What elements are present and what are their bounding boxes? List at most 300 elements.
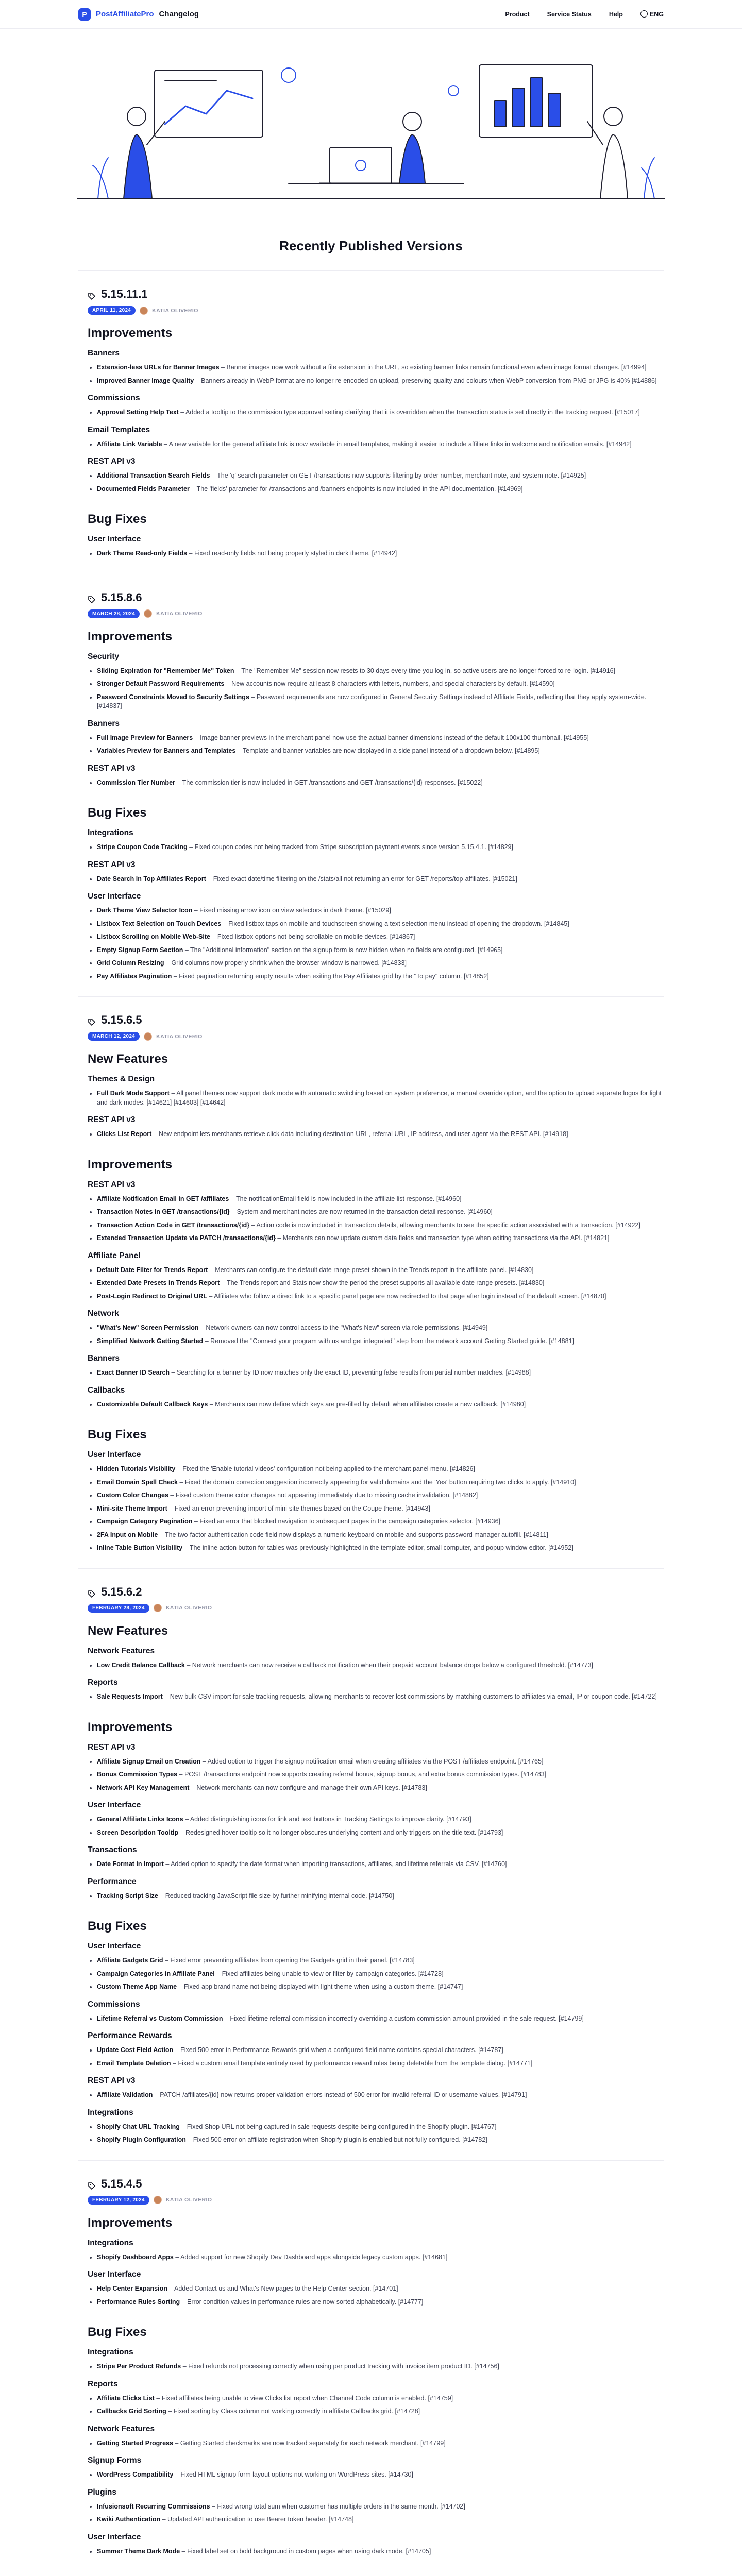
release-version-text: 5.15.4.5 [101,2177,142,2190]
nav-language[interactable] [640,10,664,18]
change-description: – New bulk CSV import for sale tracking requests, allowing merchants to recover lost commissions by matching customers to affiliates via email, IP or coupon code. [#14722] [162,1693,657,1700]
group-title: Affiliate Panel [88,1251,141,1260]
list-item [88,1860,664,1869]
author-name: KATIA OLIVERIO [156,1033,203,1040]
change-title: Email Domain Spell Check [97,1478,178,1486]
change-title: Getting Started Progress [97,2439,173,2447]
change-description: – Fixed label set on bold background in custom pages when using dark mode. [#14705] [180,2547,431,2555]
release-version-text: 5.15.8.6 [101,590,142,604]
group-title: REST API v3 [88,860,136,869]
list-item [88,959,664,968]
tag-icon [88,1588,96,1596]
list-item [88,2253,664,2262]
change-description: – Fixed refunds not processing correctly when using per product tracking with invoice item product ID. [#14756] [181,2363,499,2370]
section-spacer [88,2311,664,2322]
change-description: – Fixed an error preventing import of mini-site themes based on the Coupe theme. [#14943] [167,1504,430,1512]
group-title: User Interface [88,1450,141,1459]
change-description: – Fixed read-only fields not being properly styled in dark theme. [#14942] [187,550,397,557]
change-title: Pay Affiliates Pagination [97,972,172,980]
change-description: – The two-factor authentication code field now displays a numeric keyboard on mobile and supports password manager autofill. [#14811] [158,1531,548,1538]
avatar [154,1604,162,1612]
tag-icon [88,1016,96,1024]
release-version[interactable] [88,1585,664,1599]
change-list [88,2547,664,2556]
list-item [88,485,664,494]
section-title: New Features [88,1623,168,1638]
change-description: – Fixed pagination returning empty results when exiting the Pay Affiliates grid by the "To pay" column. [#14852] [172,972,489,980]
group-title: Integrations [88,2108,133,2117]
change-title: Sale Requests Import [97,1693,163,1700]
section-title: Bug Fixes [88,2325,147,2339]
list-item [88,693,664,711]
list-item [88,1531,664,1540]
change-list [88,1465,664,1553]
change-description: – Fixed app brand name not being displayed with light theme when using a custom theme. [#14747] [177,1983,463,1990]
release-entry [78,996,664,1568]
brand-subtitle: Changelog [159,10,199,19]
group-title: User Interface [88,2532,141,2541]
list-item [88,1757,664,1767]
change-title: Update Cost Field Action [97,2046,174,2054]
group-title: Integrations [88,2238,133,2247]
change-description: – The 'fields' parameter for /transactions and /banners endpoints is now included in the API documentation. [#14969] [189,485,523,493]
list-item [88,778,664,788]
group-title: Plugins [88,2487,116,2497]
group-title: Commissions [88,1999,140,2009]
change-list [88,778,664,788]
change-title: Customizable Default Callback Keys [97,1400,208,1408]
list-item [88,1784,664,1793]
change-title: Affiliate Link Variable [97,440,162,448]
change-description: – Getting Started checkmarks are now tracked separately for each network merchant. [#14799] [173,2439,446,2447]
list-item [88,1368,664,1378]
change-description: – Image banner previews in the merchant panel now use the actual banner dimensions instead of the default 100x100 thumbnail. [#14955] [193,734,589,741]
group-title: Signup Forms [88,2456,142,2465]
change-title: Sliding Expiration for "Remember Me" Token [97,667,234,674]
group-title: User Interface [88,1942,141,1951]
releases-list [78,270,664,2571]
section-title: Bug Fixes [88,512,147,526]
change-list [88,440,664,449]
list-item [88,1491,664,1500]
nav-product[interactable]: Product [505,10,530,18]
change-description: – Fixed error preventing affiliates from opening the Gadgets grid in their panel. [#14783] [163,1957,415,1964]
group-title: REST API v3 [88,1180,136,1189]
change-title: Extended Date Presets in Trends Report [97,1279,220,1286]
top-navigation-bar [0,0,742,29]
list-item [88,2502,664,2512]
change-title: Extended Transaction Update via PATCH /transactions/{id} [97,1234,276,1242]
change-list [88,2091,664,2100]
change-title: Improved Banner Image Quality [97,377,194,384]
change-title: Shopify Plugin Configuration [97,2136,186,2143]
release-date-badge: MARCH 28, 2024 [88,609,140,618]
list-item [88,408,664,417]
list-item [88,2091,664,2100]
change-title: Custom Theme App Name [97,1983,177,1990]
group-title: Themes & Design [88,1075,155,1083]
list-item [88,1130,664,1139]
section-title: Improvements [88,1720,173,1734]
list-item [88,2362,664,2371]
list-item [88,946,664,955]
change-title: Transaction Action Code in GET /transactions/{id} [97,1221,250,1229]
list-item [88,1828,664,1838]
release-version[interactable] [88,1013,664,1027]
group-title: Network Features [88,1646,155,1655]
author-name: KATIA OLIVERIO [165,1605,212,1611]
list-item [88,1692,664,1702]
release-date-badge: APRIL 11, 2024 [88,306,136,315]
group-title: Reports [88,2379,118,2388]
change-title: Date Search in Top Affiliates Report [97,875,206,883]
change-description: – The commission tier is now included in GET /transactions and GET /transactions/{id} responses. [#15022] [175,778,483,786]
change-list [88,408,664,417]
change-title: Extension-less URLs for Banner Images [97,364,220,371]
release-version-text: 5.15.6.2 [101,1585,142,1598]
change-list [88,875,664,884]
change-description: – PATCH /affiliates/{id} now returns proper validation errors instead of 500 error for invalid referral ID or username values. [#14791] [153,2091,527,2098]
list-item [88,1195,664,1204]
author-name: KATIA OLIVERIO [156,611,203,617]
group-title: Banners [88,719,120,728]
change-description: – Fixed affiliates being unable to view or filter by campaign categories. [#14728] [214,1970,444,1977]
list-item [88,972,664,981]
group-title: REST API v3 [88,764,136,773]
list-item [88,377,664,386]
change-description: – POST /transactions endpoint now supports creating referral bonus, signup bonus, and extra bonus commission types. [#14783] [177,1771,547,1778]
change-list [88,1368,664,1378]
group-title: REST API v3 [88,457,136,466]
change-description: – Searching for a banner by ID now matches only the exact ID, preventing false results from partial number matches. [#14988] [170,1369,531,1376]
change-description: – The 'q' search parameter on GET /transactions now supports filtering by order number, merchant note, and system note. [#14925] [210,472,586,479]
change-list [88,1892,664,1901]
section-spacer [88,1413,664,1425]
change-title: Infusionsoft Recurring Commissions [97,2502,210,2510]
main-nav [505,10,664,18]
group-title: Banners [88,1354,120,1363]
release-meta [88,1604,664,1613]
list-item [88,1815,664,1824]
list-item [88,1892,664,1901]
change-title: Exact Banner ID Search [97,1369,170,1376]
change-list [88,2362,664,2371]
change-title: Shopify Chat URL Tracking [97,2123,180,2130]
group-title: Callbacks [88,1385,125,1395]
group-title: Performance [88,1877,137,1886]
change-list [88,2284,664,2307]
release-entry [78,574,664,997]
change-list [88,2046,664,2068]
release-version[interactable] [88,591,664,604]
author-name: KATIA OLIVERIO [165,2197,212,2203]
change-title: Variables Preview for Banners and Templates [97,747,236,754]
change-title: "What's New" Screen Permission [97,1324,199,1331]
change-description: – Template and banner variables are now displayed in a side panel instead of a dropdown below. [#14895] [235,747,540,754]
change-title: Additional Transaction Search Fields [97,472,210,479]
nav-help[interactable]: Help [609,10,623,18]
release-date-badge: MARCH 12, 2024 [88,1032,140,1041]
change-title: Post-Login Redirect to Original URL [97,1292,207,1300]
change-description: – Network owners can now control access to the "What's New" screen via role permissions. [#14949] [198,1324,488,1331]
change-description: – The "Remember Me" session now resets to 30 days every time you log in, so active users are no longer forced to re-login. [#14916] [234,667,616,674]
change-list [88,2470,664,2480]
list-item [88,1770,664,1780]
section-title: Improvements [88,629,173,643]
tag-icon [88,2180,96,2188]
list-item [88,2394,664,2403]
change-title: Documented Fields Parameter [97,485,190,493]
release-meta [88,1032,664,1041]
change-description: – Added support for new Shopify Dev Dashboard apps alongside legacy custom apps. [#14681] [173,2253,448,2261]
group-title: Reports [88,1678,118,1687]
change-description: – The "Additional information" section on the signup form is now hidden when no fields are configured. [#14965] [183,946,503,954]
group-title: Email Templates [88,425,150,434]
group-title: Performance Rewards [88,2031,172,2040]
author-name: KATIA OLIVERIO [152,307,198,314]
change-title: 2FA Input on Mobile [97,1531,158,1538]
tag-icon [88,290,96,298]
change-description: – Grid columns now properly shrink when the browser window is narrowed. [#14833] [164,959,407,967]
change-title: Hidden Tutorials Visibility [97,1465,176,1472]
list-item [88,1221,664,1230]
change-description: – Redesigned hover tooltip so it no longer obscures underlying content and only triggers on the title text. [#14793] [178,1828,503,1836]
section-spacer [88,1706,664,1717]
change-list [88,1956,664,1992]
change-list [88,1661,664,1670]
release-date-badge: FEBRUARY 28, 2024 [88,1604,149,1613]
change-title: General Affiliate Links Icons [97,1816,183,1823]
section-title: Bug Fixes [88,1428,147,1442]
change-description: – Fixed missing arrow icon on view selectors in dark theme. [#15029] [192,907,391,914]
change-title: Clicks List Report [97,1130,152,1138]
nav-service-status[interactable]: Service Status [547,10,592,18]
group-title: Banners [88,349,120,358]
list-item [88,471,664,481]
change-list [88,363,664,385]
change-description: – Action code is now included in transaction details, allowing merchants to see the specific action associated with a transaction. [#14922] [249,1221,640,1229]
change-title: Empty Signup Form Section [97,946,183,954]
change-description: – Banner images now work without a file extension in the URL, so existing banner links remain functional even when image format changes. [#14994] [219,364,647,371]
list-item [88,1504,664,1514]
change-description: – Added a tooltip to the commission type approval setting clarifying that it is overridden when the transaction status is set directly in the tracking request. [#15017] [178,409,640,416]
change-title: Screen Description Tooltip [97,1828,179,1836]
change-title: Stripe Coupon Code Tracking [97,843,188,851]
change-title: Campaign Categories in Affiliate Panel [97,1970,215,1977]
change-title: Low Credit Balance Callback [97,1661,185,1669]
change-list [88,1860,664,1869]
change-description: – Removed the "Connect your program with us and get integrated" step from the network account Getting Started guide. [#14881] [203,1337,574,1345]
change-title: Kwiki Authentication [97,2516,161,2523]
release-version[interactable] [88,287,664,301]
change-title: Lifetime Referral vs Custom Commission [97,2014,223,2022]
group-title: Network Features [88,2424,155,2433]
section-spacer [88,498,664,509]
hero-illustration [0,29,742,219]
section-spacer [88,1143,664,1155]
change-title: Affiliate Gadgets Grid [97,1957,163,1964]
change-list [88,1266,664,1301]
section-title: Bug Fixes [88,806,147,820]
change-description: – Fixed the domain correction suggestion incorrectly appearing for valid domains and the 'Yes' button requiring two clicks to apply. [#14910] [178,1478,576,1486]
section-title: Improvements [88,2215,173,2230]
change-description: – Fixed wrong total sum when customer has multiple orders in the same month. [#14702] [210,2502,465,2510]
change-description: – Fixed listbox options not being scrollable on mobile devices. [#14867] [210,933,415,940]
list-item [88,933,664,942]
change-title: Commission Tier Number [97,778,175,786]
list-item [88,1292,664,1301]
list-item [88,2046,664,2055]
release-entry [78,270,664,574]
release-version-text: 5.15.11.1 [101,287,148,300]
release-meta [88,609,664,618]
list-item [88,2439,664,2448]
change-title: Network API Key Management [97,1784,190,1791]
list-item [88,2014,664,2024]
change-description: – Updated API authentication to use Bearer token header. [#14748] [160,2516,354,2523]
list-item [88,2123,664,2132]
list-item [88,1517,664,1527]
group-title: Network [88,1309,120,1318]
change-list [88,1324,664,1346]
change-description: – Fixed lifetime referral commission incorrectly overriding a custom commission amount provided in the sale request. [#14799] [223,2014,584,2022]
release-entry [78,1568,664,2160]
group-title: Integrations [88,828,133,837]
change-title: Tracking Script Size [97,1892,158,1900]
change-list [88,2014,664,2024]
list-item [88,1337,664,1346]
list-item [88,1661,664,1670]
change-description: – Fixed an error that blocked navigation to subsequent pages in the campaign categories selector. [#14936] [192,1518,501,1525]
list-item [88,2136,664,2145]
change-description: – Network merchants can now receive a callback notification when their prepaid account balance drops below a configured threshold. [#14773] [184,1661,594,1669]
release-version[interactable] [88,2177,664,2191]
change-description: – Fixed the 'Enable tutorial videos' configuration not being applied to the merchant panel menu. [#14826] [175,1465,475,1472]
change-description: – New endpoint lets merchants retrieve click data including destination URL, referral URL, IP address, and user agent via the REST API. [#14918] [151,1130,568,1138]
change-list [88,1757,664,1793]
group-title: REST API v3 [88,2076,136,2085]
list-item [88,2407,664,2416]
list-item [88,1324,664,1333]
change-list [88,2502,664,2524]
tag-icon [88,594,96,602]
change-title: Affiliate Notification Email in GET /affiliates [97,1195,229,1202]
change-title: Affiliate Signup Email on Creation [97,1757,201,1765]
list-item [88,2515,664,2524]
brand-logo-icon: P [78,8,91,21]
change-title: Password Constraints Moved to Security Settings [97,693,249,701]
list-item [88,1544,664,1553]
list-item [88,1279,664,1288]
change-title: Affiliate Clicks List [97,2394,155,2402]
list-item [88,1089,664,1107]
section-title: Bug Fixes [88,1919,147,1933]
change-list [88,549,664,558]
list-item [88,667,664,676]
change-list [88,1195,664,1243]
group-title: User Interface [88,892,141,901]
change-title: Campaign Category Pagination [97,1518,193,1525]
change-description: – Error condition values in performance rules are now sorted alphabetically. [#14777] [180,2298,424,2306]
change-description: – The inline action button for tables was previously highlighted in the template editor, small computer, and popup window editor. [#14952] [182,1544,574,1551]
brand[interactable] [78,8,199,21]
list-item [88,2547,664,2556]
change-description: – Added Contact us and What's New pages to the Help Center section. [#14701] [167,2285,398,2292]
change-list [88,1089,664,1107]
list-item [88,747,664,756]
change-list [88,2394,664,2416]
list-item [88,1982,664,1992]
change-description: – Affiliates who follow a direct link to a specific panel page are now redirected to that page after login instead of the default screen. [#14870] [207,1292,606,1300]
change-description: – Fixed HTML signup form layout options not working on WordPress sites. [#14730] [173,2471,413,2478]
change-title: Mini-site Theme Import [97,1504,167,1512]
change-title: Full Image Preview for Banners [97,734,193,741]
group-title: REST API v3 [88,1742,136,1752]
change-description: – Added option to trigger the signup notification email when creating affiliates via the POST /affiliates endpoint. [#14765] [200,1757,544,1765]
change-description: – System and merchant notes are now returned in the transaction detail response. [#14960] [229,1208,493,1215]
section-spacer [88,1905,664,1916]
change-list [88,734,664,756]
change-list [88,906,664,981]
change-list [88,1400,664,1410]
list-item [88,1970,664,1979]
change-title: Stripe Per Product Refunds [97,2363,181,2370]
change-list [88,2123,664,2145]
section-title: New Features [88,1052,168,1066]
release-meta [88,306,664,315]
change-title: Approval Setting Help Text [97,409,179,416]
change-description: – All panel themes now support dark mode with automatic switching based on system preference, a manual override option, and the option to upload separate logos for light and dark modes. [#14621] [#14603] [#14642] [97,1090,662,1106]
group-title: Commissions [88,394,140,402]
change-description: – Reduced tracking JavaScript file size by further minifying internal code. [#14750] [158,1892,394,1900]
change-description: – Fixed a custom email template entirely used by performance reward rules being deletable from the template dialog. [#14771] [171,2059,533,2067]
list-item [88,1266,664,1275]
section-title: Improvements [88,326,173,340]
change-title: Summer Theme Dark Mode [97,2547,180,2555]
list-item [88,843,664,852]
change-description: – Fixed listbox taps on mobile and touchscreen showing a text selection menu instead of opening the dropdown. [#14845] [221,920,569,927]
change-description: – Network merchants can now configure and manage their own API keys. [#14783] [189,1784,427,1791]
release-meta [88,2196,664,2205]
avatar [154,2196,162,2204]
list-item [88,2059,664,2069]
change-description: – The notificationEmail field is now included in the affiliate list response. [#14960] [229,1195,462,1202]
list-item [88,2284,664,2294]
list-item [88,549,664,558]
group-title: Security [88,652,120,661]
list-item [88,1400,664,1410]
change-title: Affiliate Validation [97,2091,153,2098]
change-description: – Fixed Shop URL not being captured in sale requests despite being configured in the Shopify plugin. [#14767] [179,2123,497,2130]
change-title: Stronger Default Password Requirements [97,680,225,687]
page-title: Recently Published Versions [279,238,463,253]
group-title: REST API v3 [88,1115,136,1124]
change-description: – The Trends report and Stats now show the period the preset supports all available date range presets. [#14830] [220,1279,545,1286]
change-description: – Password requirements are now configured in General Security Settings instead of Affiliate Fields, reflecting that they apply system-wide. [#14837] [97,693,647,709]
change-list [88,843,664,852]
change-description: – Fixed 500 error on affiliate registration when Shopify plugin is enabled but not fully configured. [#14782] [185,2136,487,2143]
change-title: WordPress Compatibility [97,2471,174,2478]
change-description: – Fixed custom theme color changes not appearing immediately due to missing cache invalidation. [#14882] [168,1492,478,1499]
language-label: ENG [649,11,664,18]
list-item [88,1478,664,1487]
list-item [88,906,664,916]
list-item [88,875,664,884]
change-description: – A new variable for the general affiliate link is now available in email templates, making it easier to include affiliate links in welcome and notification emails. [#14942] [162,440,632,448]
brand-name: PostAffiliatePro [96,10,154,19]
list-item [88,2470,664,2480]
change-title: Dark Theme Read-only Fields [97,550,188,557]
